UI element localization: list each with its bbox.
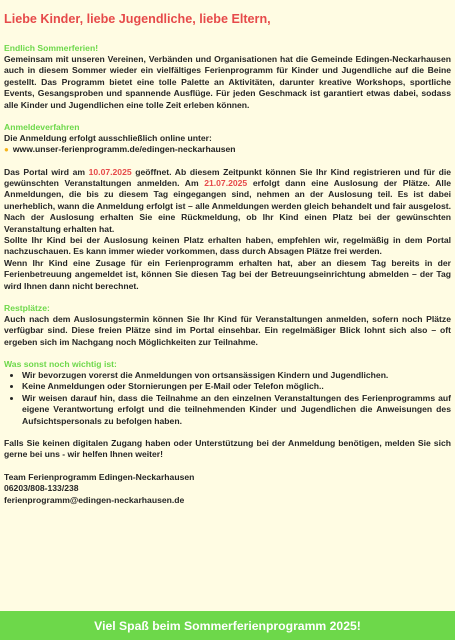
signature-email[interactable]: ferienprogramm@edingen-neckarhausen.de xyxy=(4,494,185,505)
greeting-title: Liebe Kinder, liebe Jugendliche, liebe Eltern, xyxy=(4,12,271,26)
registration-line: Die Anmeldung erfolgt ausschließlich online unter: xyxy=(4,132,212,143)
list-item: • Keine Anmeldungen oder Stornierungen per E-Mail oder Telefon möglich.. xyxy=(22,381,451,392)
support-text: Falls Sie keinen digitalen Zugang haben oder Unterstützung bei der Anmeldung benötigen, melden Sie sich gerne bei uns - wir helfen Ihnen weiter! xyxy=(4,438,451,460)
lottery-date: 21.07.2025 xyxy=(204,177,248,188)
registration-url[interactable]: www.unser-ferienprogramm.de/edingen-neckarhausen xyxy=(12,144,236,155)
open-date: 10.07.2025 xyxy=(88,166,132,177)
important-list xyxy=(4,370,451,427)
signature-phone: 06203/808-133/238 xyxy=(4,483,79,494)
rest-text: Auch nach dem Auslosungstermin können Sie Ihr Kind für Veranstaltungen anmelden, sofern noch Plätze verfügbar sind. Diese freien Plätze sind im Portal einsehbar. Ein regelmäßiger Blick lohnt sich also – oft ergeben sich im Nachgang noch Möglichkeiten zur Teilnahme. xyxy=(4,313,451,347)
important-heading: Was sonst noch wichtig ist: xyxy=(4,359,117,370)
list-item: • Wir weisen darauf hin, dass die Teilnahme an den einzelnen Veranstaltungen des Ferienprogramms auf eigene Verantwortung erfolgt und die teilnehmenden Kinder und Jugendlichen die Anweisungen des Aufsichtspersonals zu befolgen haben. xyxy=(22,393,451,427)
registration-url-row xyxy=(4,144,451,155)
portal-paragraph-3: Wenn Ihr Kind eine Zusage für ein Ferienprogramm erhalten hat, aber an diesem Tag bereits in der Ferienbetreuung angemeldet ist, können Sie diesen Tag bei der Betreuungseinrichtung abmelden – der Tag wird Ihnen dann nicht berechnet. xyxy=(4,257,451,291)
rest-heading: Restplätze: xyxy=(4,303,50,314)
sun-icon: ● xyxy=(4,144,9,154)
intro-heading: Endlich Sommerferien! xyxy=(4,43,99,54)
intro-text: Gemeinsam mit unseren Vereinen, Verbänden und Organisationen hat die Gemeinde Edingen-Neckarhausen auch in diesem Sommer wieder ein vielfältiges Ferienprogramm für Kinder und Jugendliche auf die Beine gestellt. Das Programm bietet eine tolle Palette an Aktivitäten, darunter kreative Workshops, sportliche Events, Gesangsproben und spannende Ausflüge. Für jeden Geschmack ist garantiert etwas dabei, sodass alle Kinder und Jugendlichen eine tolle Zeit erleben können. xyxy=(4,53,451,110)
footer-banner xyxy=(0,611,455,640)
portal-paragraph-1: Das Portal wird am 10.07.2025 geöffnet. Ab diesem Zeitpunkt können Sie Ihr Kind registrieren und für die gewünschten Veranstaltungen anmelden. Am 21.07.2025 erfolgt dann eine Auslosung der Plätze. Alle Anmeldungen, die bis zu diesem Tag eingegangen sind, nehmen an der Auslosung teil. Es ist dabei unerheblich, wann die Anmeldung erfolgt ist – alle Anmeldungen werden gleich behandelt und fair ausgelost. Nach der Auslosung erhalten Sie eine Rückmeldung, ob Ihr Kind einen Platz bei der gewünschten Veranstaltung erhalten hat. xyxy=(4,166,451,234)
footer-text: Viel Spaß beim Sommerferienprogramm 2025! xyxy=(94,618,361,633)
letter-body xyxy=(4,12,451,506)
list-item: • Wir bevorzugen vorerst die Anmeldungen von ortsansässigen Kindern und Jugendlichen. xyxy=(22,370,451,381)
signature-team: Team Ferienprogramm Edingen-Neckarhausen xyxy=(4,471,195,482)
portal-paragraph-2: Sollte Ihr Kind bei der Auslosung keinen Platz erhalten haben, empfehlen wir, regelmäßig in dem Portal nachzuschauen. Es kann immer wieder vorkommen, dass durch Absagen Plätze frei werden. xyxy=(4,235,451,257)
registration-heading: Anmeldeverfahren xyxy=(4,121,80,132)
